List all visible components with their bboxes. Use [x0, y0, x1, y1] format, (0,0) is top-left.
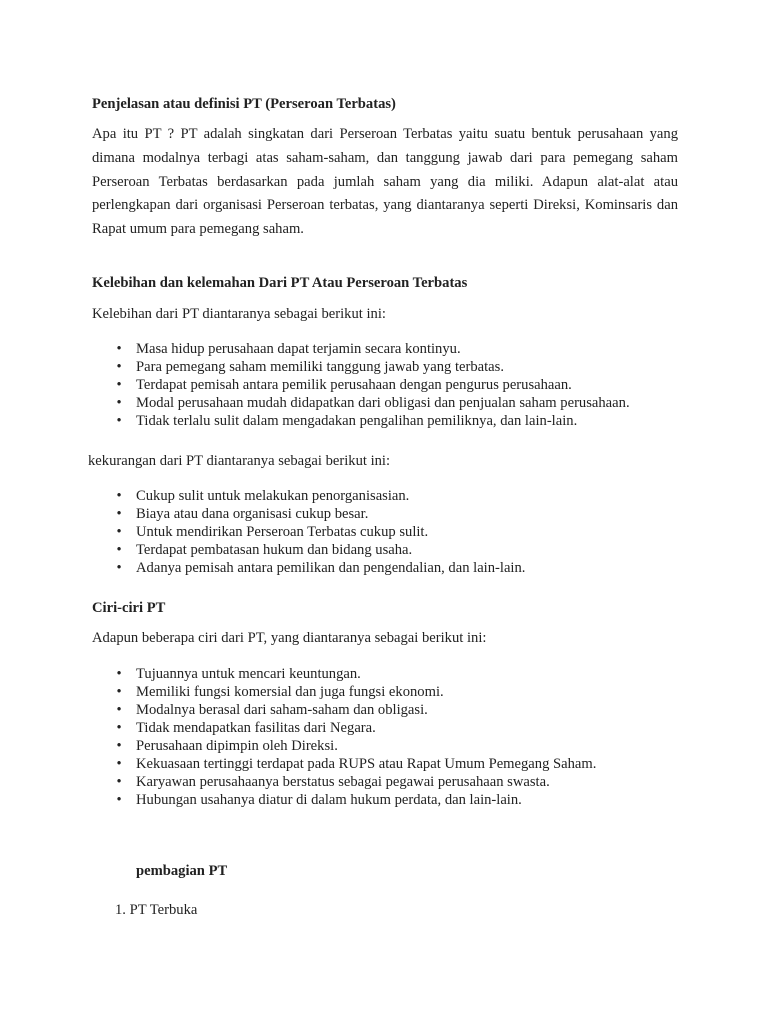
bullet-icon: •: [116, 524, 122, 540]
list-item: • Kekuasaan tertinggi terdapat pada RUPS atau Rapat Umum Pemegang Saham.: [92, 755, 596, 773]
advantages-intro: Kelebihan dari PT diantaranya sebagai berikut ini:: [92, 306, 386, 322]
list-item: • Terdapat pembatasan hukum dan bidang usaha.: [92, 541, 525, 559]
list-item: • Adanya pemisah antara pemilikan dan pengendalian, dan lain-lain.: [92, 559, 525, 577]
list-item: • Memiliki fungsi komersial dan juga fungsi ekonomi.: [92, 683, 596, 701]
list-item: • Para pemegang saham memiliki tanggung jawab yang terbatas.: [92, 358, 630, 376]
bullet-icon: •: [116, 413, 122, 429]
list-item: • Terdapat pemisah antara pemilik perusahaan dengan pengurus perusahaan.: [92, 376, 630, 394]
bullet-icon: •: [116, 720, 122, 736]
list-item: • Perusahaan dipimpin oleh Direksi.: [92, 737, 596, 755]
bullet-icon: •: [116, 738, 122, 754]
disadvantages-intro: kekurangan dari PT diantaranya sebagai berikut ini:: [88, 453, 391, 469]
list-item: • Tidak terlalu sulit dalam mengadakan pengalihan pemiliknya, dan lain-lain.: [92, 412, 630, 430]
list-item: • Biaya atau dana organisasi cukup besar.: [92, 505, 525, 523]
characteristics-intro: Adapun beberapa ciri dari PT, yang diantaranya sebagai berikut ini:: [92, 630, 487, 646]
advantages-list: [92, 340, 630, 430]
section-heading-pros-cons: Kelebihan dan kelemahan Dari PT Atau Perseroan Terbatas: [92, 275, 468, 291]
bullet-icon: •: [116, 702, 122, 718]
characteristics-list: [92, 665, 596, 809]
section-heading-types: pembagian PT: [136, 863, 228, 879]
numbered-item-pt-terbuka: 1. PT Terbuka: [115, 902, 198, 918]
bullet-icon: •: [116, 359, 122, 375]
list-item: • Masa hidup perusahaan dapat terjamin secara kontinyu.: [92, 340, 630, 358]
bullet-icon: •: [116, 377, 122, 393]
bullet-icon: •: [116, 666, 122, 682]
bullet-icon: •: [116, 684, 122, 700]
list-item: • Modalnya berasal dari saham-saham dan obligasi.: [92, 701, 596, 719]
bullet-icon: •: [116, 560, 122, 576]
bullet-icon: •: [116, 792, 122, 808]
list-item: • Karyawan perusahaanya berstatus sebagai pegawai perusahaan swasta.: [92, 773, 596, 791]
bullet-icon: •: [116, 395, 122, 411]
bullet-icon: •: [116, 774, 122, 790]
list-item: • Hubungan usahanya diatur di dalam hukum perdata, dan lain-lain.: [92, 791, 596, 809]
bullet-icon: •: [116, 542, 122, 558]
list-item: • Modal perusahaan mudah didapatkan dari obligasi dan penjualan saham perusahaan.: [92, 394, 630, 412]
list-item: • Untuk mendirikan Perseroan Terbatas cukup sulit.: [92, 523, 525, 541]
section-heading-characteristics: Ciri-ciri PT: [92, 600, 166, 616]
bullet-icon: •: [116, 341, 122, 357]
section-heading-definition: Penjelasan atau definisi PT (Perseroan Terbatas): [92, 96, 396, 112]
definition-paragraph: Apa itu PT ? PT adalah singkatan dari Perseroan Terbatas yaitu suatu bentuk perusahaan yang dimana modalnya terbagi atas saham-saham, dan tanggung jawab dari para pemegang saham Perseroan Terbatas berdasarkan pada jumlah saham yang dia miliki. Adapun alat-alat atau perlengkapan dari organisasi Perseroan terbatas, yang diantaranya seperti Direksi, Kominsaris dan Rapat umum para pemegang saham.: [92, 126, 678, 238]
bullet-icon: •: [116, 506, 122, 522]
list-item: • Tidak mendapatkan fasilitas dari Negara.: [92, 719, 596, 737]
bullet-icon: •: [116, 756, 122, 772]
list-item: • Tujuannya untuk mencari keuntungan.: [92, 665, 596, 683]
bullet-icon: •: [116, 488, 122, 504]
list-item: • Cukup sulit untuk melakukan penorganisasian.: [92, 487, 525, 505]
disadvantages-list: [92, 487, 525, 577]
